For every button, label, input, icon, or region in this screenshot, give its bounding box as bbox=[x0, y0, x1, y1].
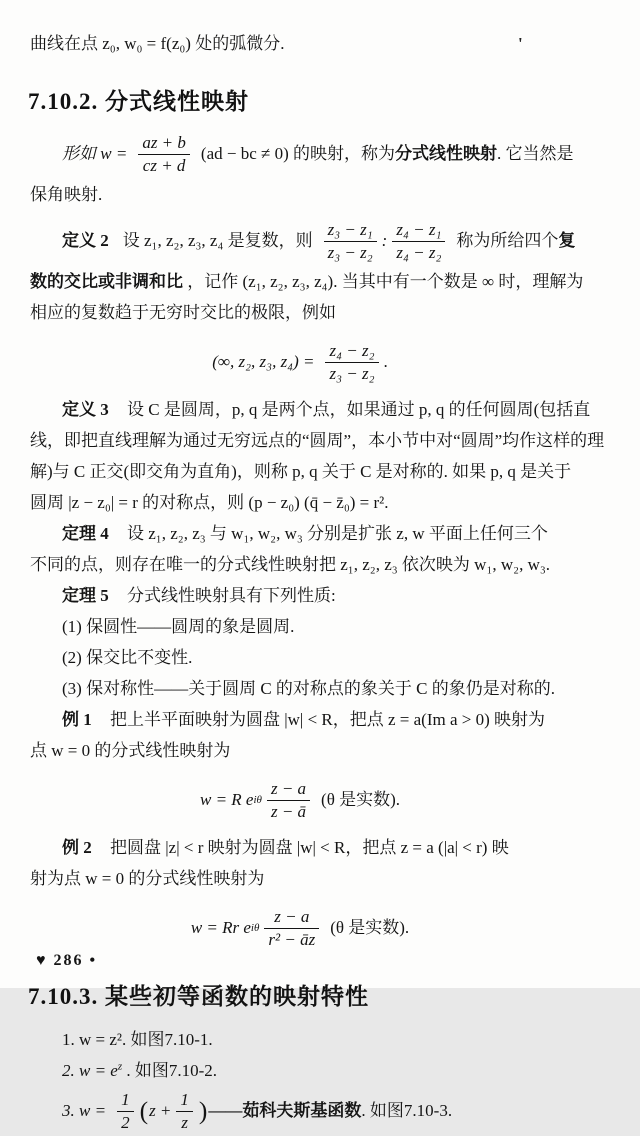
ratio-colon: : bbox=[381, 231, 388, 251]
definition-3-line1 bbox=[62, 394, 616, 425]
intro-mid-text: (ad − bc ≠ 0) 的映射，称为 bbox=[200, 144, 395, 164]
definition-3-line3: 解)与 C 正交(即交角为直角)，则称 p, q 关于 C 是对称的. 如果 p, q 是关于 bbox=[30, 462, 572, 481]
theorem-4-line1 bbox=[62, 518, 616, 549]
term-fractional-linear-map: 分式线性映射 bbox=[395, 144, 497, 164]
theorem-4-label: 定理 4 bbox=[62, 524, 109, 543]
definition-3-label: 定义 3 bbox=[62, 400, 109, 419]
theorem-5-intro: 分式线性映射具有下列性质: bbox=[127, 586, 336, 605]
one-over-z-fraction bbox=[176, 1090, 193, 1132]
example-2-fraction bbox=[264, 907, 319, 949]
section-heading-7-10-2: 7.10.2. 分式线性映射 bbox=[28, 89, 249, 114]
example-1-formula: w = R e iθ $\frac{z - a}{z - ā}$ (θ 是实数). bbox=[199, 778, 401, 821]
fraction-denominator: z − ā bbox=[270, 801, 307, 821]
cross-ratio-fraction-1 bbox=[324, 220, 377, 262]
fraction-numerator: z − a bbox=[264, 907, 319, 929]
footer-right-mark: • bbox=[89, 952, 98, 969]
formula-lhs: w = Rr e bbox=[190, 917, 251, 937]
fraction-az-b-cz-d bbox=[138, 133, 190, 175]
example-2-line1 bbox=[62, 832, 616, 863]
theorem-5-heading bbox=[62, 580, 616, 611]
term-joukowski-function: 茹科夫斯基函数 bbox=[242, 1101, 362, 1121]
definition-2-line2 bbox=[30, 266, 616, 297]
fraction-denominator: z₃ − z₂ bbox=[329, 363, 375, 383]
open-paren: ( bbox=[139, 1096, 149, 1126]
item-2-pre: 2. w = e bbox=[62, 1061, 118, 1080]
example-1-fraction bbox=[267, 779, 310, 821]
theorem-4-line2: 不同的点，则存在唯一的分式线性映射把 z₁, z₂, z₃ 依次映为 w₁, w₂, w₃. bbox=[30, 555, 551, 574]
theorem-5-property-3: (3) 保对称性——关于圆周 C 的对称点的象关于 C 的象仍是对称的. bbox=[62, 679, 555, 698]
formula-period: . bbox=[383, 351, 388, 371]
fraction-denominator: r² − āz bbox=[268, 929, 316, 949]
fraction-denominator: z₃ − z₂ bbox=[327, 242, 373, 262]
footer-left-mark: ♥ bbox=[36, 952, 48, 969]
intro-sentence bbox=[30, 28, 616, 59]
definition-2-line1 bbox=[62, 216, 616, 266]
definition-3-text1: 设 C 是圆周，p, q 是两个点，如果通过 p, q 的任何圆周(包括直 bbox=[127, 400, 591, 419]
cross-ratio-fraction-2 bbox=[392, 220, 445, 262]
example-1-line1 bbox=[62, 704, 616, 735]
limit-fraction bbox=[325, 341, 378, 383]
example-1-label: 例 1 bbox=[62, 710, 92, 729]
example-2-label: 例 2 bbox=[62, 838, 92, 857]
list-item-1: 1. w = z². 如图7.10-1. bbox=[62, 1030, 213, 1049]
fraction-numerator: 1 bbox=[117, 1090, 134, 1112]
formula-lhs: 形如 w = bbox=[62, 144, 128, 164]
one-half-fraction bbox=[117, 1090, 134, 1132]
definition-3-line4: 圆周 |z − z₀| = r 的对称点，则 (p − z₀) (q̄ − z̄₀) = r². bbox=[30, 493, 389, 512]
formula-condition: (θ 是实数). bbox=[321, 789, 401, 809]
fraction-denominator: z₄ − z₂ bbox=[396, 242, 442, 262]
definition-2-line2-rest: ，记作 (z₁, z₂, z₃, z₄). 当其中有一个数是 ∞ 时，理解为 bbox=[187, 272, 584, 291]
fraction-numerator: z − a bbox=[267, 779, 310, 801]
definition-3-line2: 线，即把直线理解为通过无穷远点的“圆周”，本小节中对“圆周”均作这样的理 bbox=[30, 431, 605, 450]
example-2-text1: 把圆盘 |z| < r 映射为圆盘 |w| < R，把点 z = a (|a| < r) 映 bbox=[110, 838, 509, 857]
definition-2-pre: 设 z₁, z₂, z₃, z₄ 是复数，则 bbox=[122, 231, 313, 251]
intro-post-text: . 它当然是 bbox=[497, 144, 574, 164]
item-3-pre: 3. w = bbox=[62, 1101, 107, 1121]
formula-lhs: (∞, z₂, z₃, z₄) = bbox=[212, 351, 315, 371]
list-item-3 bbox=[62, 1086, 616, 1136]
definition-2-bold-end: 复 bbox=[558, 231, 576, 251]
theorem-5-label: 定理 5 bbox=[62, 586, 109, 605]
definition-2-line3: 相应的复数趋于无穷时交比的极限，例如 bbox=[30, 303, 336, 322]
intro-paragraph-line2: 保角映射. bbox=[30, 185, 103, 204]
item-3-post: . 如图7.10-3. bbox=[361, 1101, 453, 1121]
cross-ratio-limit-formula bbox=[0, 336, 600, 388]
fraction-numerator: az + b bbox=[138, 133, 190, 155]
page-number bbox=[36, 952, 97, 970]
theorem-4-text1: 设 z₁, z₂, z₃ 与 w₁, w₂, w₃ 分别是扩张 z, w 平面上任何三个 bbox=[127, 524, 548, 543]
theorem-5-property-1: (1) 保圆性——圆周的象是圆周. bbox=[62, 617, 295, 636]
item-3-mid: z + bbox=[149, 1101, 172, 1121]
example-1-line2: 点 w = 0 的分式线性映射为 bbox=[30, 741, 231, 760]
formula-condition: (θ 是实数). bbox=[330, 917, 410, 937]
example-2-formula: w = Rr e iθ $\frac{z - a}{\text{r² − āz}}$ (θ 是实数). bbox=[190, 906, 410, 949]
fraction-denominator: z bbox=[181, 1112, 188, 1132]
fraction-numerator: z₄ − z₂ bbox=[325, 341, 378, 363]
theorem-5-property-2: (2) 保交比不变性. bbox=[62, 648, 193, 667]
definition-2-label: 定义 2 bbox=[62, 231, 109, 251]
footer-page-number: 286 bbox=[53, 952, 84, 969]
intro-paragraph-line1 bbox=[62, 129, 616, 179]
definition-2-post: 称为所给四个 bbox=[456, 231, 559, 251]
close-paren: ) bbox=[198, 1096, 208, 1126]
example-2-line2: 射为点 w = 0 的分式线性映射为 bbox=[30, 869, 265, 888]
fraction-numerator: z₄ − z₁ bbox=[392, 220, 445, 242]
scan-artifact-mark: ' bbox=[518, 34, 523, 53]
fraction-numerator: 1 bbox=[176, 1090, 193, 1112]
example-1-text1: 把上半平面映射为圆盘 |w| < R，把点 z = a(Im a > 0) 映射为 bbox=[110, 710, 546, 729]
section-heading-7-10-3: 7.10.3. 某些初等函数的映射特性 bbox=[28, 984, 369, 1009]
fraction-numerator: z₃ − z₁ bbox=[324, 220, 377, 242]
em-dash: —— bbox=[208, 1101, 243, 1121]
list-item-2 bbox=[62, 1055, 616, 1086]
intro-text: 曲线在点 z₀, w₀ = f(z₀) 处的弧微分. bbox=[30, 34, 285, 53]
fraction-denominator: 2 bbox=[121, 1112, 130, 1132]
item-2-post: . 如图7.10-2. bbox=[126, 1061, 218, 1080]
term-cross-ratio: 数的交比或非调和比 bbox=[30, 272, 183, 291]
formula-lhs: w = R e bbox=[199, 789, 254, 809]
exponent-z: z bbox=[117, 1060, 123, 1073]
fraction-denominator: cz + d bbox=[142, 155, 186, 175]
